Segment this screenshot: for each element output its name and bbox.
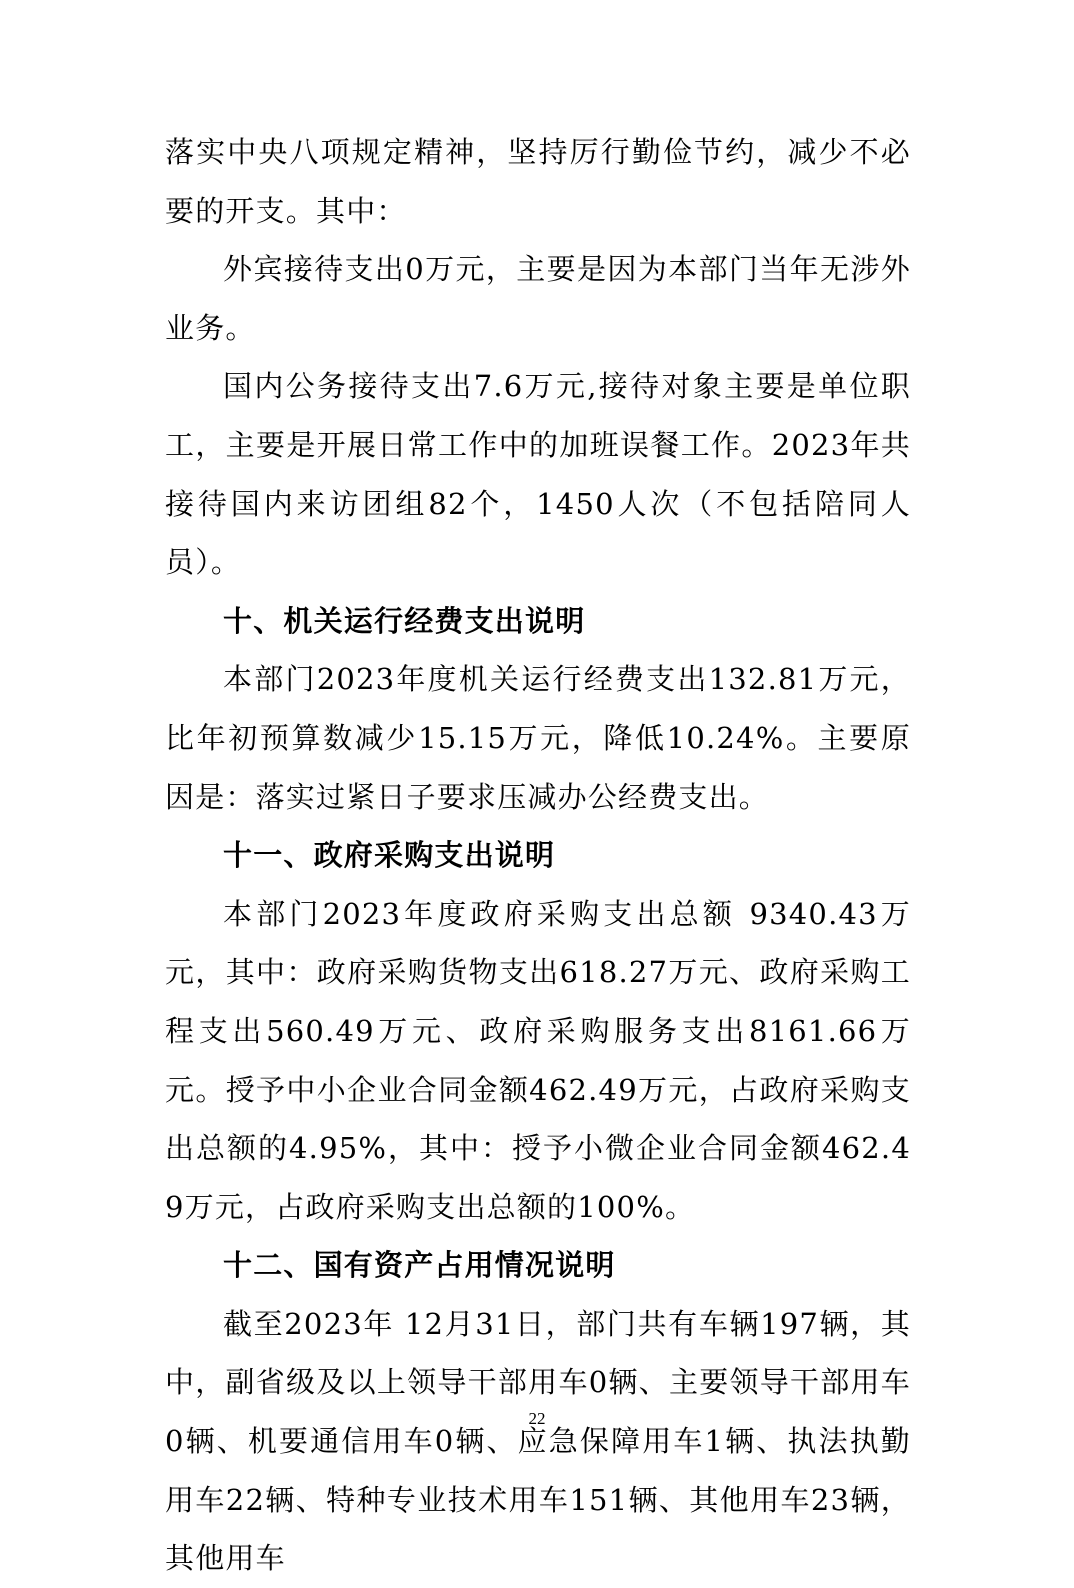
paragraph-operating-expenses: 本部门2023年度机关运行经费支出132.81万元，比年初预算数减少15.15万元，降低10.24%。主要原因是：落实过紧日子要求压减办公经费支出。 <box>165 662 911 814</box>
section-heading-procurement: 十一、政府采购支出说明 <box>223 838 556 873</box>
section-heading-operating-expenses: 十、机关运行经费支出说明 <box>223 603 586 638</box>
page-number: 22 <box>528 1409 546 1428</box>
paragraph-procurement: 本部门2023年度政府采购支出总额 9340.43万元，其中：政府采购货物支出618.27万元、政府采购工程支出560.49万元、政府采购服务支出8161.66万元。授予中小企业合同金额462.49万元，占政府采购支出总额的4.95%，其中：授予小微企业合同金额462.49万元，占政府采购支出总额的100%。 <box>165 896 911 1224</box>
section-heading-state-assets: 十二、国有资产占用情况说明 <box>223 1248 616 1283</box>
paragraph-vehicles: 截至2023年 12月31日，部门共有车辆197辆，其中，副省级及以上领导干部用车0辆、主要领导干部用车0辆、机要通信用车0辆、应急保障用车1辆、执法执勤用车22辆、特种专业技术用车151辆、其他用车23辆，其他用车 <box>165 1306 911 1576</box>
paragraph-foreign-reception: 外宾接待支出0万元，主要是因为本部门当年无涉外业务。 <box>165 252 911 345</box>
paragraph-domestic-reception: 国内公务接待支出7.6万元,接待对象主要是单位职工，主要是开展日常工作中的加班误餐工作。2023年共接待国内来访团组82个，1450人次（不包括陪同人员）。 <box>165 369 911 580</box>
page-content <box>165 123 911 1588</box>
paragraph-frugality: 落实中央八项规定精神，坚持厉行勤俭节约，减少不必要的开支。其中： <box>165 135 911 228</box>
